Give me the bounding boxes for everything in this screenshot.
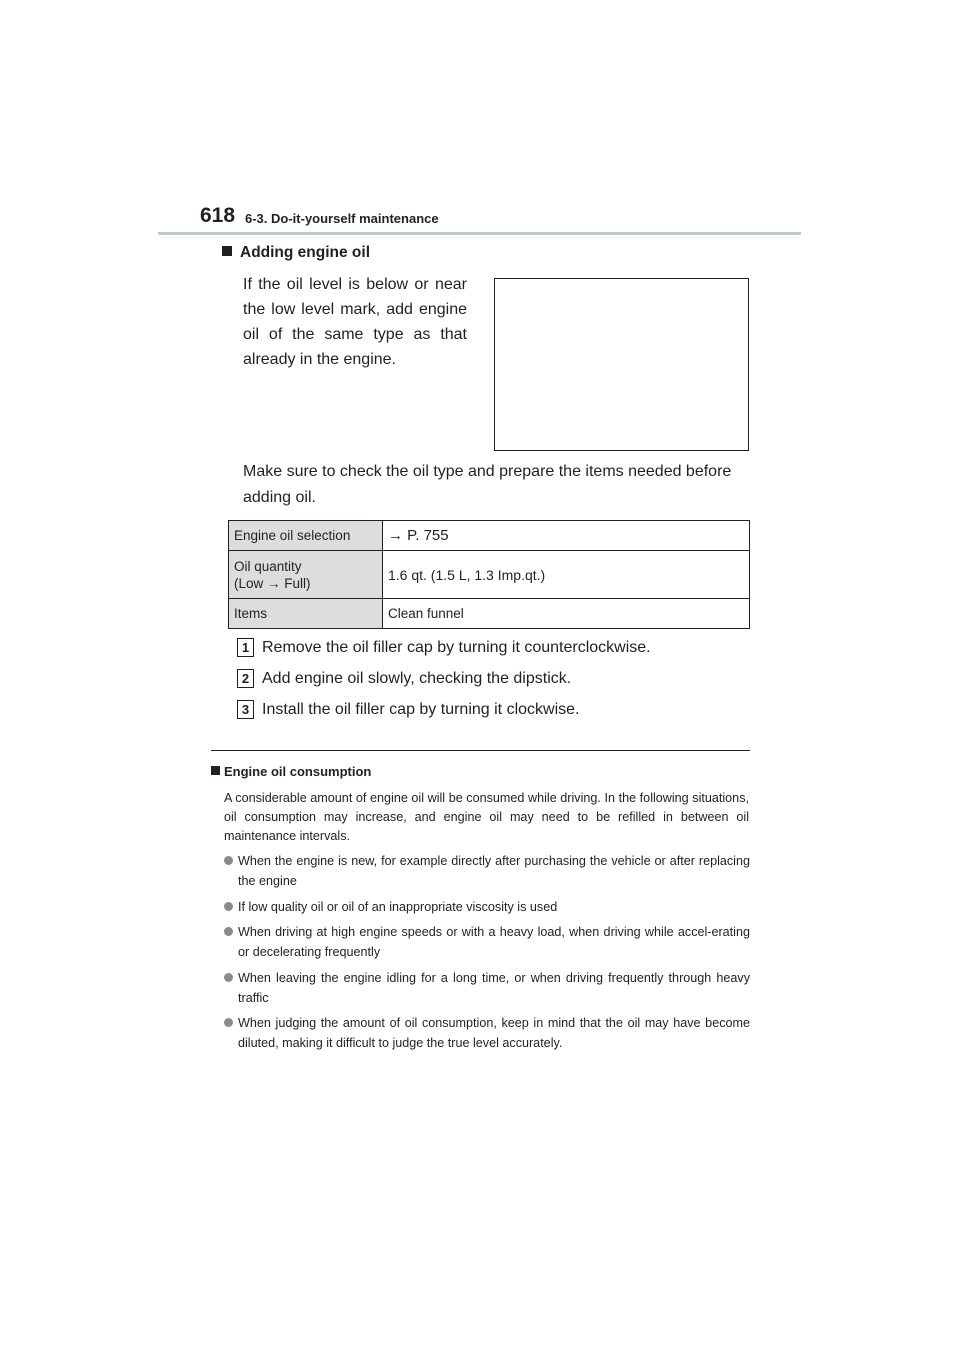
step-1 (237, 638, 651, 657)
step-3 (237, 700, 579, 719)
oil-spec-table (228, 520, 750, 629)
list-item (224, 1013, 750, 1053)
header-divider (158, 232, 801, 235)
consumption-heading (211, 764, 371, 779)
table-value-cell: Clean funnel (383, 599, 750, 629)
list-item-text: If low quality oil or oil of an inappropriate viscosity is used (238, 900, 558, 914)
adding-oil-heading-text: Adding engine oil (240, 244, 371, 261)
list-item-text: When driving at high engine speeds or with a heavy load, when driving while accel-erating or decelerating frequently (238, 925, 750, 959)
step-number-badge: 3 (237, 700, 254, 719)
step-text: Install the oil filler cap by turning it clockwise. (262, 700, 580, 718)
step-number-badge: 1 (237, 638, 254, 657)
square-bullet-icon (222, 246, 232, 256)
bullet-dot-icon (224, 973, 233, 982)
consumption-body: A considerable amount of engine oil will be consumed while driving. In the following situations, oil consumption may increase, and engine oil may need to be refilled in between oil maintenance intervals. (224, 791, 749, 843)
section-title: 6-3. Do-it-yourself maintenance (245, 211, 439, 226)
list-item (224, 968, 750, 1008)
table-label-cell: Engine oil selection (229, 521, 383, 551)
table-label-cell: Items (229, 599, 383, 629)
table-row (229, 599, 750, 629)
bullet-dot-icon (224, 902, 233, 911)
list-item (224, 851, 750, 891)
adding-oil-heading (222, 244, 370, 262)
table-value-cell: 1.6 qt. (1.5 L, 1.3 Imp.qt.) (383, 551, 750, 599)
step-number-badge: 2 (237, 669, 254, 688)
list-item (224, 897, 750, 917)
list-item-text: When the engine is new, for example directly after purchasing the vehicle or after replacing the engine (238, 854, 750, 888)
step-text: Remove the oil filler cap by turning it counterclockwise. (262, 638, 651, 656)
step-text: Add engine oil slowly, checking the dipstick. (262, 669, 572, 687)
check-oil-note: Make sure to check the oil type and prepare the items needed before adding oil. (243, 463, 732, 506)
page-number: 618 (200, 204, 236, 227)
list-item-text: When leaving the engine idling for a long time, or when driving frequently through heavy traffic (238, 971, 750, 1005)
adding-oil-intro: If the oil level is below or near the low level mark, add engine oil of the same type as that already in the engine. (243, 276, 467, 368)
notes-divider (211, 750, 750, 751)
bullet-dot-icon (224, 856, 233, 865)
table-row (229, 551, 750, 599)
list-item (224, 922, 750, 962)
square-bullet-icon (211, 766, 220, 775)
table-value-cell: → P. 755 (383, 521, 750, 551)
table-label-cell: Oil quantity (Low → Full) (229, 551, 383, 599)
bullet-dot-icon (224, 927, 233, 936)
consumption-heading-text: Engine oil consumption (224, 764, 372, 779)
step-2 (237, 669, 571, 688)
list-item-text: When judging the amount of oil consumption, keep in mind that the oil may have become diluted, making it difficult to judge the true level accurately. (238, 1016, 750, 1050)
illustration-frame (494, 278, 749, 451)
bullet-dot-icon (224, 1018, 233, 1027)
table-row (229, 521, 750, 551)
